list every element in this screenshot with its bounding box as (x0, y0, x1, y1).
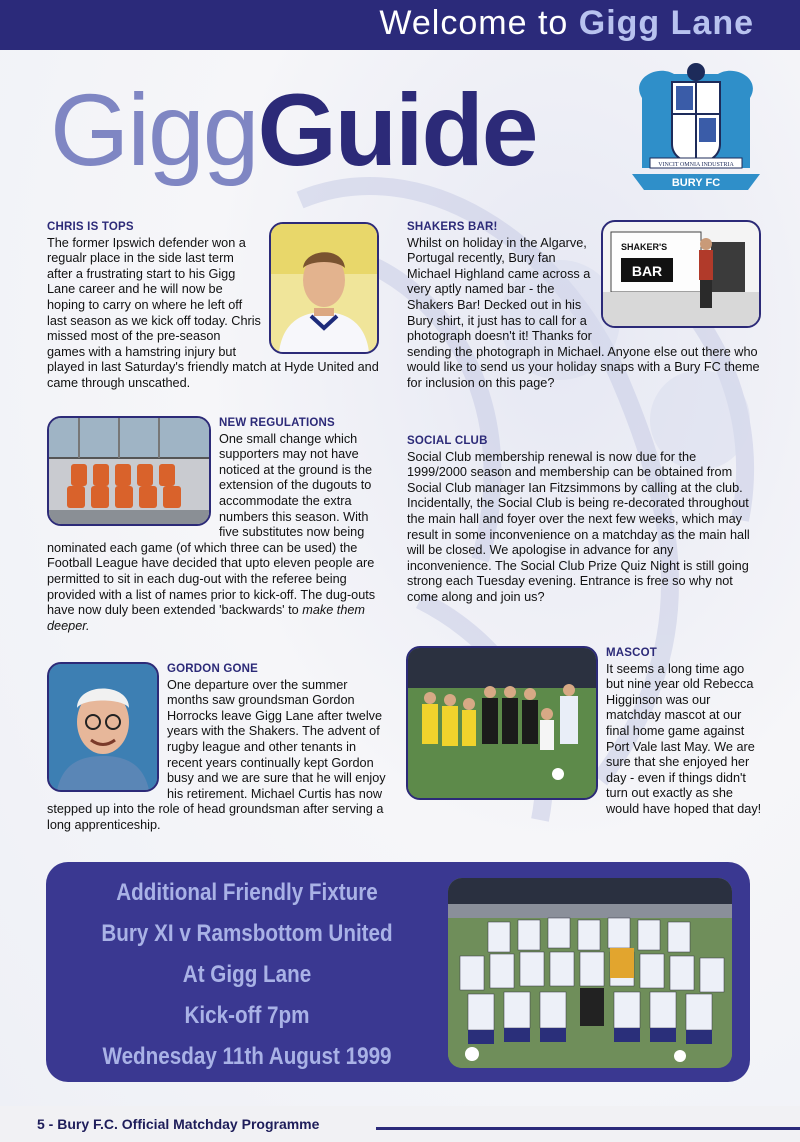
footer-text: 5 - Bury F.C. Official Matchday Programme (37, 1116, 320, 1132)
article-mascot (406, 646, 762, 818)
photo-team-squad (448, 878, 732, 1068)
page-title (50, 75, 537, 185)
article-gordon-gone (47, 662, 387, 834)
article-chris-is-tops (47, 220, 379, 392)
heading-gordon-gone: GORDON GONE (167, 663, 259, 675)
photo-mascot-team (406, 646, 598, 800)
title-part-gigg: Gigg (50, 73, 258, 187)
fixture-text (62, 872, 432, 1077)
fixture-title: Additional Friendly Fixture (116, 879, 378, 906)
photo-dugout (47, 416, 211, 526)
crest-name: BURY FC (671, 177, 721, 189)
photo-chris-portrait (269, 222, 379, 354)
fixture-teams: Bury XI v Ramsbottom United (101, 920, 393, 947)
fixture-box (46, 862, 750, 1082)
heading-social-club: SOCIAL CLUB (407, 435, 488, 447)
article-shakers-bar (407, 220, 761, 392)
photo-shakers-bar (601, 220, 761, 328)
header-title (379, 4, 754, 43)
crest-motto: VINCIT OMNIA INDUSTRIA (658, 162, 734, 168)
text-new-regulations-italic: make them deeper. (47, 603, 366, 633)
fixture-venue: At Gigg Lane (182, 961, 312, 988)
title-part-guide: Guide (257, 73, 537, 187)
text-new-regulations-main: One small change which supporters may not have noticed at the ground is the extension of the dugouts to accommodate the extra numbers this season. With five substitutes now being nominated each game (of which three can be used) the Football League have decided that upto eleven people are permitted to sit in each dug-out with the referee being provided with a list of names prior to kick-off. The dug-outs have now duly been extended 'backwards' to (47, 431, 376, 618)
header-bar (0, 0, 800, 50)
heading-mascot: MASCOT (606, 647, 658, 659)
heading-shakers-bar: SHAKERS BAR! (407, 221, 498, 233)
footer-rule (376, 1127, 800, 1130)
photo-gordon-portrait (47, 662, 159, 792)
header-highlight: Gigg Lane (578, 4, 754, 42)
fixture-kickoff: Kick-off 7pm (184, 1002, 310, 1029)
heading-new-regulations: NEW REGULATIONS (219, 417, 335, 429)
fixture-date: Wednesday 11th August 1999 (102, 1043, 392, 1070)
article-new-regulations (47, 416, 385, 634)
text-mascot: It seems a long time ago but nine year old Rebecca Higginson was our matchday mascot at our final home game against Port Vale last May. We are sure that she enjoyed her day - even if things didn't turn out exactly as she would have hoped that day! (606, 661, 762, 816)
bar-sign-bar: BAR (631, 263, 663, 279)
text-social-club: Social Club membership renewal is now due for the 1999/2000 season and membership can be obtained from Social Club manager Ian Fitzsimmons by calling at the club. Incidentally, the Social Club is being re-decorated throughout the main hall and foyer over the next few weeks, which may result in some inconvenience on a matchday as the main hall will be closed. We apologise in advance for any inconvenience. The Social Club Prize Quiz Night is still going strong each Tuesday evening. Entrance is free so why not come along and join us? (407, 449, 750, 604)
heading-chris-is-tops: CHRIS IS TOPS (47, 221, 134, 233)
bury-fc-crest (628, 58, 764, 196)
text-gordon-gone: One departure over the summer months saw groundsman Gordon Horrocks leave Gigg Lane after twelve years with the Shakers. The advent of rugby league and other tenants in recent years continually kept Gordon busy and we are sure that he will enjoy his retirement. Michael Curtis has now stepped up into the role of head groundsman after serving a long apprenticeship. (47, 677, 386, 832)
bar-sign-shakers: SHAKER'S (621, 242, 668, 252)
header-prefix: Welcome to (379, 4, 569, 42)
text-chris-is-tops: The former Ipswich defender won a regualr place in the side last term after a frustrating start to his Gigg Lane career and he will now be hoping to carry on where he left off last season as we kick off today. Chris missed most of the pre-season games with a hamstring injury but played in last Saturday's friendly match at Hyde United and came through unscathed. (47, 235, 379, 390)
footer-bar (0, 1106, 800, 1142)
text-shakers-bar: Whilst on holiday in the Algarve, Portugal recently, Bury fan Michael Highland came across a very aptly named bar - the Shakers Bar! Decked out in his Bury shirt, it just has to call for a photograph doesn't it! Thanks for sending the photograph in Michael. Anyone else out there who would like to send us your holiday snaps with a Bury FC theme for inclusion on this page? (407, 235, 760, 390)
article-social-club (407, 434, 759, 606)
